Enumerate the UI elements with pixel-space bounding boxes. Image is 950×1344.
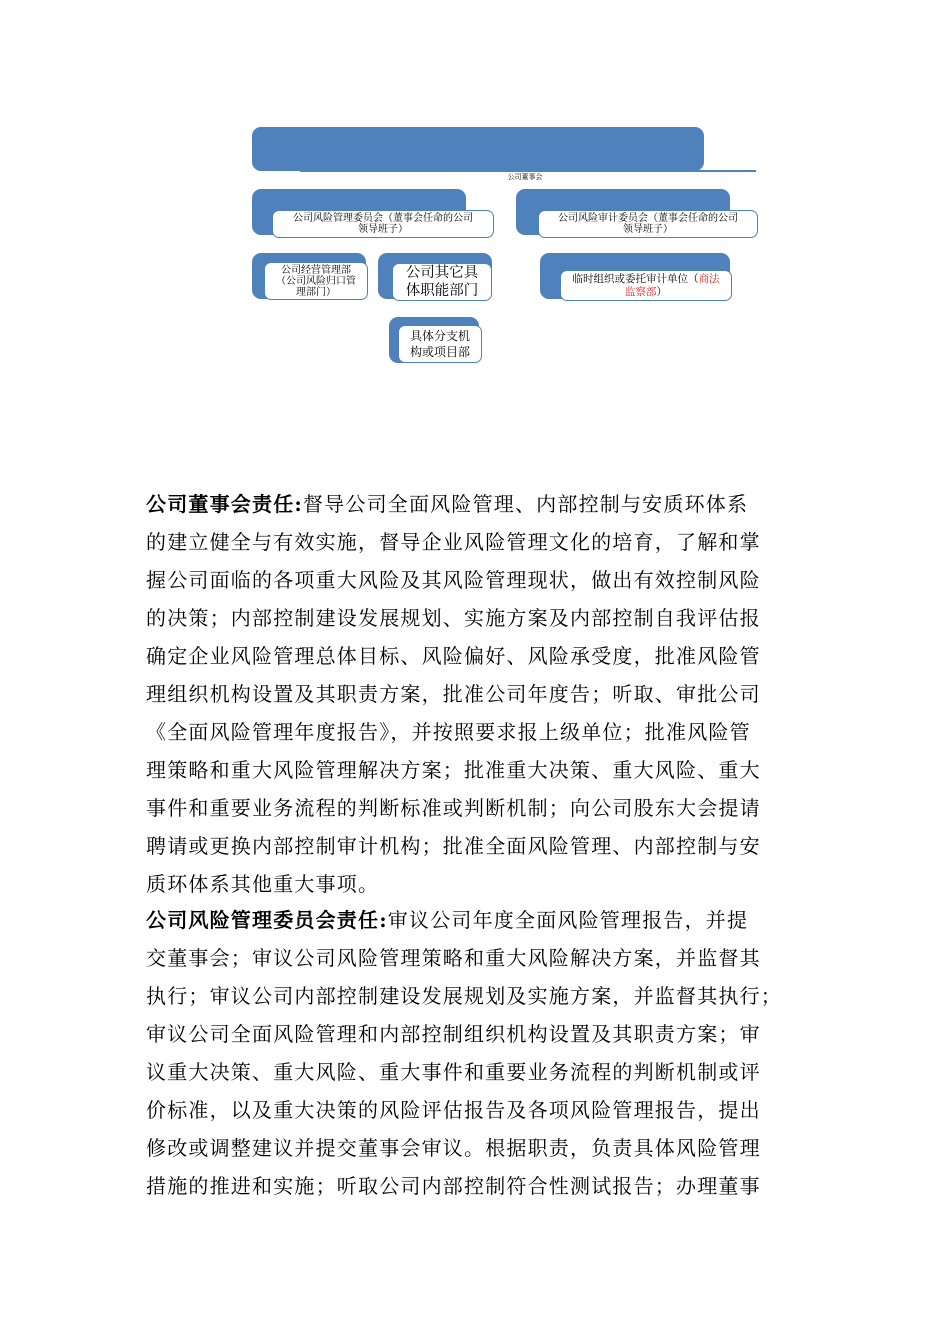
audit-unit-highlight2: 监察部 <box>625 285 657 298</box>
branches-line1: 具体分支机 <box>409 329 470 343</box>
board-responsibility-paragraph <box>146 485 818 903</box>
paragraph-line: 事件和重要业务流程的判断标准或判断机制；向公司股东大会提请 <box>146 796 761 820</box>
audit-unit-line1 <box>573 273 720 286</box>
paragraph-line: 聘请或更换内部控制审计机构；批准全面风险管理、内部控制与安 <box>146 834 761 858</box>
audit-unit-prefix: 临时组织或委托审计单位（ <box>572 272 699 285</box>
audit-unit-line2 <box>573 286 720 299</box>
branches-card <box>398 325 482 363</box>
paragraph-line: 的决策；内部控制建设发展规划、实施方案及内部控制自我评估报 <box>146 606 761 630</box>
risk-committee-responsibility-paragraph <box>146 901 818 1205</box>
risk-committee-line2: 领导班子） <box>358 224 408 235</box>
audit-unit-card <box>560 270 732 301</box>
board-label: 公司董事会 <box>507 173 543 181</box>
paragraph-line: 确定企业风险管理总体目标、风险偏好、风险承受度，批准风险管 <box>146 644 761 668</box>
paragraph-line <box>146 901 818 939</box>
paragraph-line: 修改或调整建议并提交董事会审议。根据职责，负责具体风险管理 <box>146 1136 761 1160</box>
paragraph-line: 措施的推进和实施；听取公司内部控制符合性测试报告；办理董事 <box>146 1174 761 1198</box>
paragraph-line: 理策略和重大风险管理解决方案；批准重大决策、重大风险、重大 <box>146 758 761 782</box>
operations-dept-line2: （公司风险归口管 <box>276 275 356 287</box>
paragraph-line: 议重大决策、重大风险、重大事件和重要业务流程的判断机制或评 <box>146 1060 761 1084</box>
paragraph-line: 的建立健全与有效实施，督导企业风险管理文化的培育，了解和掌 <box>146 530 761 554</box>
paragraph-heading: 公司董事会责任: <box>146 492 303 516</box>
paragraph-line: 理组织机构设置及其职责方案，批准公司年度告；听取、审批公司 <box>146 682 761 706</box>
paragraph-heading: 公司风险管理委员会责任: <box>146 908 388 932</box>
line-text: 督导公司全面风险管理、内部控制与安质环体系 <box>302 492 749 516</box>
operations-dept-line1: 公司经营管理部 <box>281 264 351 276</box>
audit-unit-highlight1: 商法 <box>698 272 720 285</box>
functional-depts-line1: 公司其它具 <box>405 265 479 281</box>
branches-line2: 构或项目部 <box>409 345 470 359</box>
audit-unit-suffix: ） <box>656 285 667 298</box>
functional-depts-card <box>392 263 492 301</box>
audit-committee-line2: 领导班子） <box>623 224 673 235</box>
functional-depts-line2: 体职能部门 <box>405 283 479 299</box>
line-text: 审议公司年度全面风险管理报告，并提 <box>387 908 749 932</box>
operations-dept-card <box>264 262 368 300</box>
paragraph-line: 交董事会；审议公司风险管理策略和重大风险解决方案，并监督其 <box>146 946 761 970</box>
paragraph-line: 《全面风险管理年度报告》，并按照要求报上级单位；批准风险管 <box>146 720 751 744</box>
operations-dept-line3: 理部门） <box>296 286 336 298</box>
board-box <box>252 127 704 171</box>
risk-committee-line1: 公司风险管理委员会（董事会任命的公司 <box>293 213 473 224</box>
audit-committee-card <box>538 210 758 238</box>
risk-committee-card <box>272 210 494 238</box>
audit-committee-line1: 公司风险审计委员会（董事会任命的公司 <box>558 213 738 224</box>
paragraph-line: 质环体系其他重大事项。 <box>146 872 380 896</box>
paragraph-line: 执行；审议公司内部控制建设发展规划及实施方案，并监督其执行； <box>146 984 782 1008</box>
paragraph-line <box>146 485 818 523</box>
paragraph-line: 握公司面临的各项重大风险及其风险管理现状，做出有效控制风险 <box>146 568 761 592</box>
paragraph-line: 价标准，以及重大决策的风险评估报告及各项风险管理报告，提出 <box>146 1098 761 1122</box>
paragraph-line: 审议公司全面风险管理和内部控制组织机构设置及其职责方案；审 <box>146 1022 761 1046</box>
